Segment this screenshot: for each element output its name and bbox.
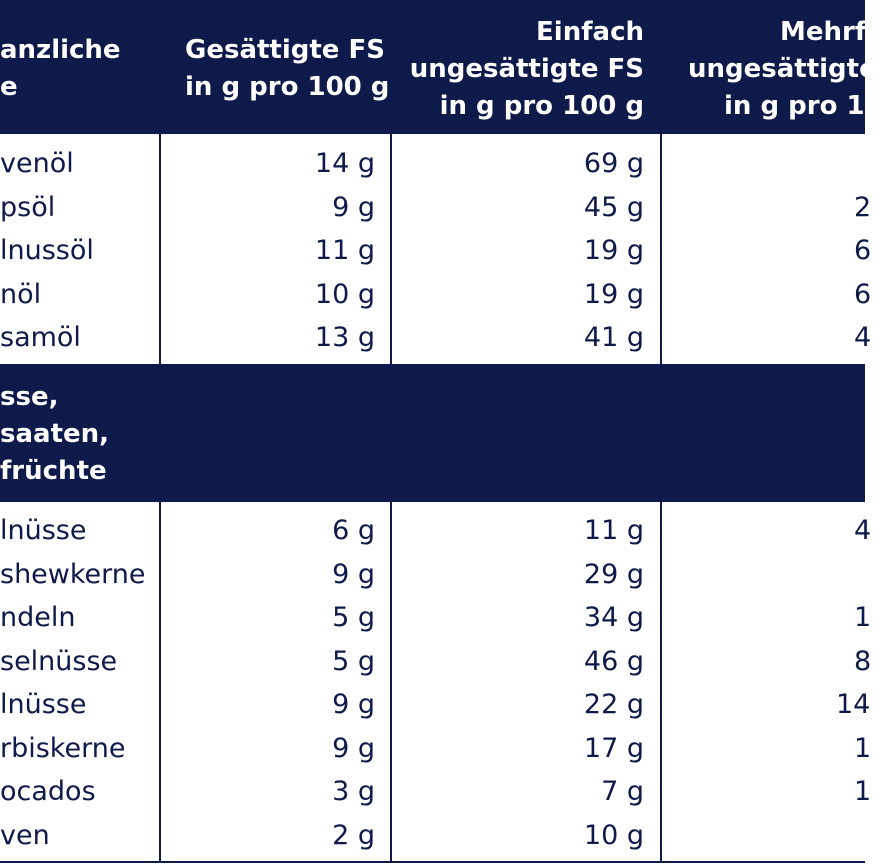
cell-mono: 29 g: [583, 558, 644, 590]
cell-poly: 4: [854, 515, 872, 546]
cell-sat: 9 g: [332, 689, 375, 720]
cell-sat: 11 g: [314, 235, 375, 266]
cell-name: lnüsse: [0, 515, 87, 546]
cell-sat: 9 g: [332, 732, 375, 764]
column-divider-3b: [660, 502, 662, 863]
cell-mono: 11 g: [583, 515, 644, 546]
cell-mono: 45 g: [583, 191, 644, 223]
header-col-mono-line2: ungesättigte FS: [409, 54, 644, 84]
header-col-food-line2: e: [0, 72, 18, 102]
cell-sat: 5 g: [332, 602, 375, 633]
cell-poly: 8: [854, 645, 872, 677]
cell-name: samöl: [0, 322, 81, 353]
cell-name: ndeln: [0, 602, 76, 633]
cell-poly: 14: [836, 689, 871, 720]
cell-mono: 7 g: [601, 776, 644, 807]
cell-name: lnussöl: [0, 235, 94, 266]
header-col-poly-line1: Mehrf: [780, 17, 867, 47]
cell-mono: 69 g: [583, 148, 644, 179]
cell-sat: 6 g: [332, 515, 375, 546]
cell-mono: 46 g: [583, 645, 644, 677]
cell-poly: 6: [854, 278, 872, 310]
cell-name: ven: [0, 819, 50, 851]
header-col-mono-line3: in g pro 100 g: [439, 91, 644, 121]
cell-name: venöl: [0, 148, 74, 179]
cell-poly: 1: [854, 732, 872, 764]
cell-sat: 13 g: [314, 322, 375, 353]
cell-poly: 1: [854, 602, 872, 633]
column-divider-2b: [390, 502, 392, 863]
cell-mono: 34 g: [583, 602, 644, 633]
cell-mono: 17 g: [583, 732, 644, 764]
table-bottom-border: [0, 861, 865, 863]
column-divider-3: [660, 134, 662, 364]
column-divider-2: [390, 134, 392, 364]
cell-mono: 19 g: [583, 278, 644, 310]
cell-name: psöl: [0, 191, 56, 223]
cell-name: nöl: [0, 278, 42, 310]
header-col-saturated-line1: Gesättigte FS: [185, 35, 385, 65]
header-col-polyunsaturated: [688, 14, 883, 125]
cell-poly: 2: [854, 191, 872, 223]
section-title-nuts: [0, 379, 109, 490]
header-col-monounsaturated: [410, 14, 644, 125]
section-title-line1: sse,: [0, 382, 59, 412]
header-col-saturated: [185, 32, 389, 106]
cell-sat: 2 g: [332, 819, 375, 851]
section-title-line2: saaten,: [0, 419, 110, 449]
cell-sat: 9 g: [332, 558, 375, 590]
header-col-poly-line3: in g pro 10: [724, 91, 883, 121]
cell-mono: 41 g: [583, 322, 644, 353]
cell-poly: 1: [854, 776, 872, 807]
cell-sat: 10 g: [314, 278, 375, 310]
header-col-food: [0, 32, 121, 106]
cell-name: ocados: [0, 776, 96, 807]
column-divider-1: [159, 134, 161, 364]
cell-name: rbiskerne: [0, 732, 126, 764]
cell-sat: 5 g: [332, 645, 375, 677]
cell-sat: 14 g: [314, 148, 375, 179]
cell-mono: 10 g: [583, 819, 644, 851]
header-col-saturated-line2: in g pro 100 g: [185, 72, 390, 102]
cell-name: selnüsse: [0, 645, 118, 677]
cell-poly: 6: [854, 235, 872, 266]
cell-sat: 9 g: [332, 191, 375, 223]
cell-sat: 3 g: [332, 776, 375, 807]
header-col-mono-line1: Einfach: [536, 17, 644, 47]
header-col-poly-line2: ungesättigte: [688, 54, 877, 84]
section-band-nuts: [0, 364, 865, 502]
column-divider-1b: [159, 502, 161, 863]
table-header: [0, 0, 883, 134]
header-col-food-line1: anzliche: [0, 35, 121, 65]
cell-mono: 22 g: [583, 689, 644, 720]
cell-name: lnüsse: [0, 689, 87, 720]
cell-mono: 19 g: [583, 235, 644, 266]
cell-poly: 4: [854, 322, 872, 353]
section-title-line3: früchte: [0, 456, 107, 486]
cell-name: shewkerne: [0, 558, 146, 590]
